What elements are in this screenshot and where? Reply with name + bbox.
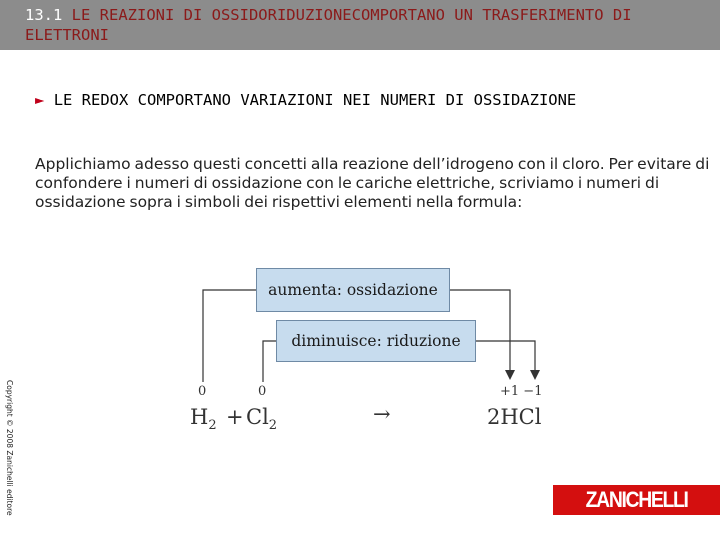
section-number: 13.1 <box>25 6 63 24</box>
bullet-arrow-icon: ► <box>35 91 45 109</box>
h-symbol: H <box>190 405 209 429</box>
equation-product: 2HCl <box>487 405 542 429</box>
cl-subscript: 2 <box>268 418 278 434</box>
ox-number-h: 0 <box>198 384 207 399</box>
zanichelli-logo: ZANICHELLI <box>553 485 720 515</box>
h-subscript: 2 <box>208 418 217 434</box>
oxidation-box: aumenta: ossidazione <box>256 268 450 312</box>
ox-number-cl: 0 <box>258 384 267 399</box>
cl-symbol: Cl <box>246 405 269 429</box>
reduction-connector-right <box>476 341 535 372</box>
equation-cl2 <box>246 405 277 433</box>
reduction-arrowhead-icon <box>530 370 540 380</box>
subtitle-text: LE REDOX COMPORTANO VARIAZIONI NEI NUMERI DI OSSIDAZIONE <box>53 91 577 109</box>
oxidation-connector <box>203 290 256 382</box>
reduction-box: diminuisce: riduzione <box>276 320 476 362</box>
equation-plus: + <box>226 405 244 429</box>
ox-number-products: +1 −1 <box>500 384 543 399</box>
oxidation-arrowhead-icon <box>505 370 515 380</box>
copyright-notice: Copyright © 2008 Zanichelli editore <box>5 380 14 516</box>
section-title: LE REAZIONI DI OSSIDORIDUZIONECOMPORTANO UN TRASFERIMENTO DI ELETTRONI <box>25 6 632 44</box>
equation-h2 <box>190 405 217 433</box>
reduction-connector <box>263 341 276 382</box>
equation-arrow: → <box>373 402 391 426</box>
body-paragraph: Applichiamo adesso questi concetti alla reazione dell’idrogeno con il cloro. Per evitare di confondere i numeri di ossidazione con le cariche elettriche, scriviamo i numeri di ossidazione sopra i simboli dei rispettivi elementi nella formula: <box>35 155 710 211</box>
